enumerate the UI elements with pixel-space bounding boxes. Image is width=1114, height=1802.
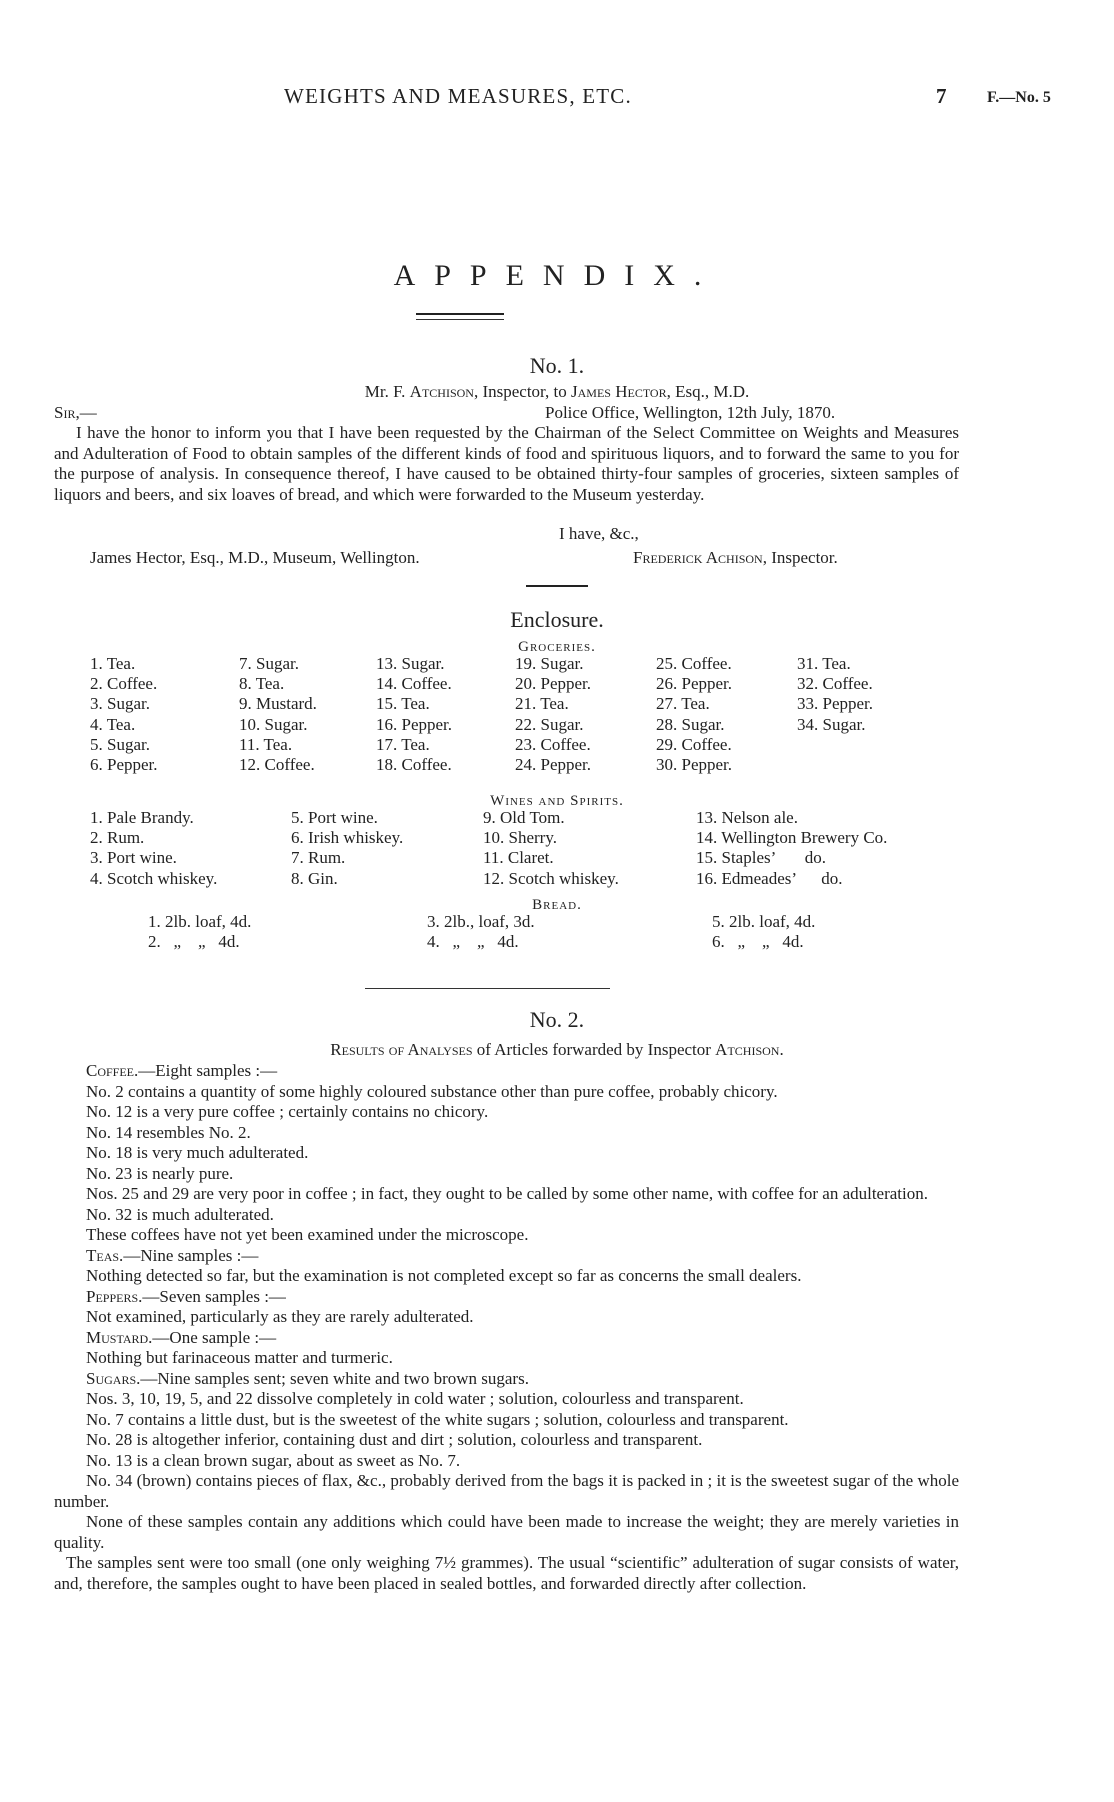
grocery-item: 15. Tea. bbox=[376, 694, 430, 714]
bread-item: 1. 2lb. loaf, 4d. bbox=[148, 912, 252, 931]
grocery-item: 4. Tea. bbox=[90, 714, 136, 734]
running-title: WEIGHTS AND MEASURES, ETC. bbox=[284, 84, 632, 108]
results-text: —One sample :— bbox=[152, 1327, 277, 1347]
results-line bbox=[54, 1184, 959, 1205]
grocery-item: 9. Mustard. bbox=[239, 694, 317, 714]
results-label: Sugars. bbox=[86, 1368, 141, 1388]
results-line bbox=[54, 1410, 959, 1431]
results-text: No. 18 is very much adulterated. bbox=[86, 1143, 309, 1162]
grocery-item: 12. Coffee. bbox=[239, 754, 315, 774]
results-text: —Nine samples :— bbox=[123, 1245, 259, 1265]
grocery-item: 11. Tea. bbox=[239, 734, 293, 754]
results-line bbox=[54, 1287, 959, 1308]
wine-item: 15. Staples’ do. bbox=[696, 848, 827, 868]
grocery-item: 31. Tea. bbox=[797, 654, 851, 673]
wine-item: 3. Port wine. bbox=[90, 848, 177, 868]
results-number: No. 2. bbox=[529, 1007, 585, 1032]
results-text: No. 2 contains a quantity of some highly coloured substance other than pure coffee, probably chicory. bbox=[86, 1081, 778, 1101]
title-rule-bottom bbox=[416, 319, 504, 320]
wine-item: 10. Sherry. bbox=[483, 828, 557, 848]
enclosure-title: Enclosure. bbox=[510, 607, 604, 632]
wine-column bbox=[90, 808, 217, 889]
results-line bbox=[54, 1471, 959, 1512]
groceries-heading: Groceries. bbox=[518, 639, 596, 655]
grocery-item: 1. Tea. bbox=[90, 654, 136, 673]
grocery-column bbox=[90, 654, 158, 775]
grocery-item: 33. Pepper. bbox=[797, 694, 874, 714]
results-line bbox=[54, 1307, 959, 1328]
grocery-item: 25. Coffee. bbox=[656, 654, 732, 673]
letter-closing: I have, &c., bbox=[559, 524, 639, 543]
grocery-item: 8. Tea. bbox=[239, 674, 285, 694]
results-line bbox=[54, 1225, 959, 1246]
results-line bbox=[54, 1512, 959, 1553]
grocery-item: 13. Sugar. bbox=[376, 654, 445, 673]
results-text: No. 13 is a clean brown sugar, about as sweet as No. 7. bbox=[86, 1450, 461, 1470]
results-line bbox=[54, 1205, 959, 1226]
results-text: Nos. 3, 10, 19, 5, and 22 dissolve completely in cold water ; solution, colourless and transparent. bbox=[86, 1389, 744, 1408]
grocery-column bbox=[656, 654, 732, 775]
results-text: —Eight samples :— bbox=[138, 1061, 278, 1080]
results-line bbox=[54, 1348, 959, 1369]
results-text: Nos. 25 and 29 are very poor in coffee ; in fact, they ought to be called by some other name, with coffee for an adulteration. bbox=[86, 1184, 929, 1203]
letter-body: I have the honor to inform you that I have been requested by the Chairman of the Select Committee on Weights and Measures and Adulteration of Food to obtain samples of the different kinds of food and spirituous liquors, and to forward the same to you for the purpose of analysis. In consequence thereof, I have caused to be obtained thirty-four samples of groceries, sixteen samples of liquors and beers, and six loaves of bread, and which were forwarded to the Museum yesterday. bbox=[54, 423, 959, 504]
letter-signature bbox=[633, 548, 838, 569]
heading-prefix: Mr. F. bbox=[364, 382, 410, 401]
results-line bbox=[54, 1369, 959, 1390]
signature-name: Frederick Achison bbox=[633, 548, 763, 567]
bread-item: 6. „ „ 4d. bbox=[712, 932, 804, 952]
results-line bbox=[54, 1553, 959, 1594]
wine-column bbox=[291, 808, 403, 889]
results-heading-a: Results of Analyses bbox=[330, 1040, 473, 1059]
appendix-title: APPENDIX. bbox=[393, 259, 721, 292]
title-rule-top bbox=[416, 313, 504, 315]
grocery-column bbox=[797, 654, 873, 735]
bread-column bbox=[148, 912, 251, 952]
bread-item: 3. 2lb., loaf, 3d. bbox=[427, 912, 535, 931]
wine-item: 9. Old Tom. bbox=[483, 808, 565, 827]
results-text: The samples sent were too small (one only weighing 7½ grammes). The usual “scientific” adulteration of sugar consists of water, and, therefore, the samples ought to have been placed in sealed bottles, and forwarded directly after collection. bbox=[54, 1553, 959, 1593]
heading-to: James Hector bbox=[571, 382, 667, 401]
bread-item: 5. 2lb. loaf, 4d. bbox=[712, 912, 816, 931]
wine-item: 5. Port wine. bbox=[291, 808, 378, 827]
bread-column bbox=[712, 912, 815, 952]
divider-rule bbox=[365, 988, 610, 989]
results-label: Teas. bbox=[86, 1245, 124, 1265]
grocery-item: 27. Tea. bbox=[656, 694, 710, 714]
wine-item: 7. Rum. bbox=[291, 848, 346, 868]
results-text: No. 7 contains a little dust, but is the sweetest of the white sugars ; solution, colourless and transparent. bbox=[86, 1409, 789, 1429]
wine-item: 11. Claret. bbox=[483, 848, 554, 868]
results-line bbox=[54, 1164, 959, 1185]
results-label: Peppers. bbox=[86, 1286, 143, 1306]
grocery-item: 21. Tea. bbox=[515, 694, 569, 714]
results-text: Nothing detected so far, but the examination is not completed except so far as concerns the small dealers. bbox=[86, 1266, 802, 1285]
wine-item: 2. Rum. bbox=[90, 828, 145, 848]
results-line bbox=[54, 1266, 959, 1287]
grocery-item: 20. Pepper. bbox=[515, 674, 592, 694]
results-line bbox=[54, 1451, 959, 1472]
letter-number: No. 1. bbox=[529, 353, 585, 378]
heading-from: Atchison bbox=[409, 382, 474, 401]
results-text: No. 23 is nearly pure. bbox=[86, 1163, 234, 1183]
results-text: Nothing but farinaceous matter and turmeric. bbox=[86, 1348, 393, 1367]
grocery-item: 34. Sugar. bbox=[797, 714, 866, 734]
grocery-item: 5. Sugar. bbox=[90, 734, 150, 754]
bread-item: 4. „ „ 4d. bbox=[427, 932, 519, 952]
wines-heading: Wines and Spirits. bbox=[490, 793, 624, 809]
results-text: None of these samples contain any additions which could have been made to increase the weight; they are merely varieties in quality. bbox=[54, 1512, 959, 1552]
bread-column bbox=[427, 912, 535, 952]
grocery-item: 22. Sugar. bbox=[515, 714, 584, 734]
results-line bbox=[54, 1328, 959, 1349]
results-line bbox=[54, 1102, 959, 1123]
letter-recipient: James Hector, Esq., M.D., Museum, Wellington. bbox=[90, 548, 420, 567]
grocery-column bbox=[376, 654, 452, 775]
salutation: Sir,— bbox=[54, 403, 97, 422]
wine-item: 16. Edmeades’ do. bbox=[696, 868, 843, 888]
results-label: Mustard. bbox=[86, 1327, 153, 1347]
wine-item: 8. Gin. bbox=[291, 868, 338, 888]
results-text: No. 32 is much adulterated. bbox=[86, 1204, 274, 1224]
grocery-item: 10. Sugar. bbox=[239, 714, 308, 734]
results-text: Not examined, particularly as they are rarely adulterated. bbox=[86, 1307, 474, 1326]
grocery-column bbox=[515, 654, 591, 775]
wine-item: 12. Scotch whiskey. bbox=[483, 868, 619, 888]
results-line bbox=[54, 1143, 959, 1164]
grocery-item: 23. Coffee. bbox=[515, 734, 591, 754]
wine-column bbox=[696, 808, 887, 889]
paper-number: F.—No. 5 bbox=[987, 89, 1051, 106]
wine-column bbox=[483, 808, 619, 889]
results-text: —Nine samples sent; seven white and two brown sugars. bbox=[140, 1368, 529, 1388]
results-line bbox=[54, 1123, 959, 1144]
bread-heading: Bread. bbox=[532, 897, 582, 913]
grocery-item: 6. Pepper. bbox=[90, 754, 158, 774]
results-line bbox=[54, 1430, 959, 1451]
results-text: No. 34 (brown) contains pieces of flax, &c., probably derived from the bags it is packed in ; it is the sweetest sugar of the whole number. bbox=[54, 1471, 959, 1511]
grocery-item: 2. Coffee. bbox=[90, 674, 158, 694]
results-text: No. 14 resembles No. 2. bbox=[86, 1122, 251, 1142]
results-text: No. 28 is altogether inferior, containing dust and dirt ; solution, colourless and transparent. bbox=[86, 1430, 703, 1449]
grocery-item: 18. Coffee. bbox=[376, 754, 452, 774]
grocery-item: 19. Sugar. bbox=[515, 654, 584, 673]
grocery-item: 30. Pepper. bbox=[656, 754, 733, 774]
letter-heading bbox=[0, 382, 1114, 403]
grocery-item: 16. Pepper. bbox=[376, 714, 453, 734]
results-line bbox=[54, 1389, 959, 1410]
results-heading-b: of Articles forwarded by Inspector bbox=[472, 1040, 716, 1059]
section-rule bbox=[526, 585, 588, 587]
wine-item: 4. Scotch whiskey. bbox=[90, 868, 218, 888]
grocery-item: 24. Pepper. bbox=[515, 754, 592, 774]
results-line bbox=[54, 1061, 959, 1082]
heading-suffix: , Esq., M.D. bbox=[666, 382, 750, 401]
results-line bbox=[54, 1082, 959, 1103]
results-heading-c: Atchison. bbox=[715, 1040, 784, 1059]
grocery-item: 29. Coffee. bbox=[656, 734, 732, 754]
grocery-item: 7. Sugar. bbox=[239, 654, 299, 673]
wine-item: 13. Nelson ale. bbox=[696, 808, 798, 827]
results-body bbox=[54, 1061, 959, 1594]
bread-item: 2. „ „ 4d. bbox=[148, 932, 240, 952]
results-line bbox=[54, 1246, 959, 1267]
results-text: No. 12 is a very pure coffee ; certainly contains no chicory. bbox=[86, 1102, 489, 1121]
results-label: Coffee. bbox=[86, 1061, 139, 1080]
wine-item: 1. Pale Brandy. bbox=[90, 808, 194, 827]
page-number: 7 bbox=[936, 84, 947, 108]
wine-item: 14. Wellington Brewery Co. bbox=[696, 828, 888, 848]
grocery-item: 17. Tea. bbox=[376, 734, 430, 754]
grocery-item: 28. Sugar. bbox=[656, 714, 725, 734]
grocery-item: 14. Coffee. bbox=[376, 674, 452, 694]
grocery-item: 26. Pepper. bbox=[656, 674, 733, 694]
dateline: Police Office, Wellington, 12th July, 1870. bbox=[545, 403, 836, 422]
signature-title: , Inspector. bbox=[762, 548, 838, 567]
results-text: —Seven samples :— bbox=[142, 1286, 286, 1306]
results-text: These coffees have not yet been examined under the microscope. bbox=[86, 1225, 529, 1244]
wine-item: 6. Irish whiskey. bbox=[291, 828, 404, 848]
grocery-item: 32. Coffee. bbox=[797, 674, 873, 694]
results-heading bbox=[0, 1040, 1114, 1061]
heading-middle: , Inspector, to bbox=[473, 382, 571, 401]
grocery-column bbox=[239, 654, 317, 775]
grocery-item: 3. Sugar. bbox=[90, 694, 150, 714]
